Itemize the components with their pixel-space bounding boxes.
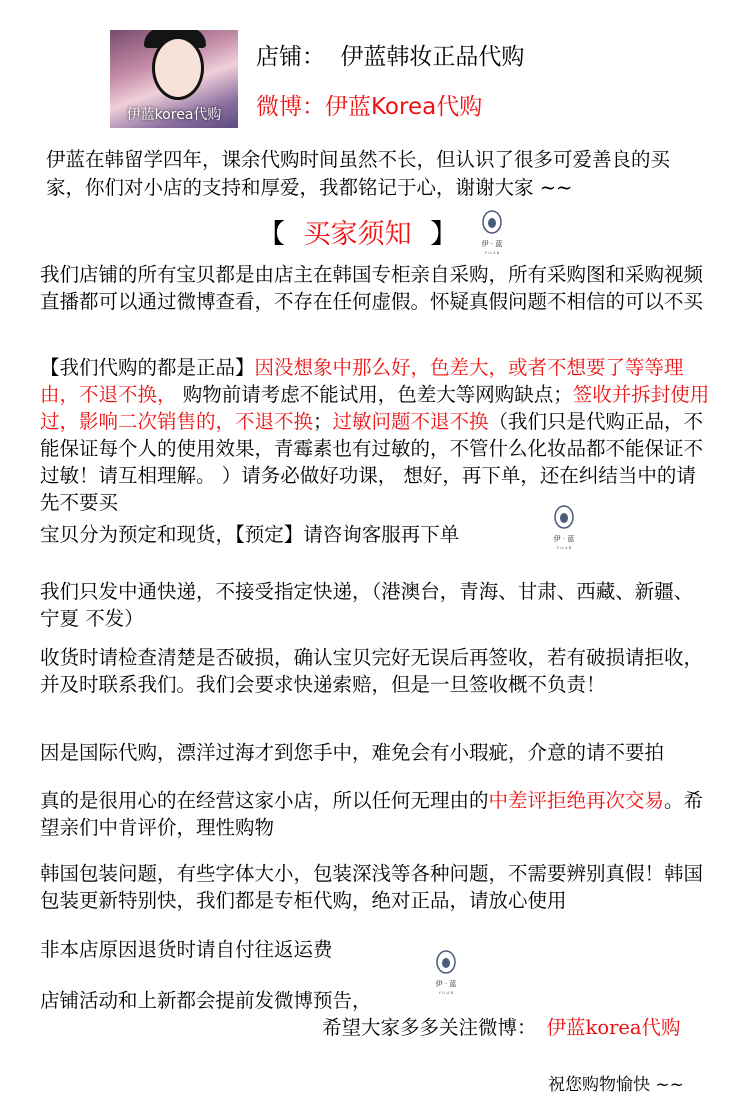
paragraph-authentic-policy — [40, 354, 710, 516]
paragraph-weibo-announcement: 店铺活动和上新都会提前发微博预告， — [40, 989, 372, 1012]
p2-no-return-reason: 因没想象中那么好，色差大，或者不想要了等等理由，不退不换， — [40, 356, 684, 406]
follow-line — [322, 1012, 681, 1040]
svg-text:Y I L A N: Y I L A N — [438, 991, 454, 995]
weibo-line — [256, 88, 482, 121]
weibo-name: 伊蓝Korea代购 — [325, 94, 483, 120]
shop-avatar — [110, 30, 238, 128]
svg-text:伊 · 蓝: 伊 · 蓝 — [553, 535, 575, 543]
p2-semicolon: ； — [313, 410, 333, 433]
shop-line — [256, 38, 524, 71]
paragraph-return-shipping: 非本店原因退货时请自付往返运费 — [40, 938, 333, 961]
paragraph-preorder: 宝贝分为预定和现货，【预定】请咨询客服再下单 — [40, 523, 460, 546]
shop-label: 店铺： — [256, 44, 325, 70]
yilan-logo-icon — [474, 210, 510, 256]
p7-intro: 真的是很用心的在经营这家小店，所以任何无理由的 — [40, 789, 489, 812]
paragraph-inspection: 收货时请检查清楚是否破损，确认宝贝完好无误后再签收，若有破损请拒收，并及时联系我们。我们会要求快递索赔，但是一旦签收概不负责！ — [40, 646, 704, 696]
svg-text:Y I L A N: Y I L A N — [556, 546, 572, 550]
p2-authentic-label: 【我们代购的都是正品】 — [40, 356, 255, 379]
paragraph-shipping: 我们只发中通快递，不接受指定快递，（港澳台，青海、甘肃、西藏、新疆、宁夏 不发） — [40, 580, 694, 630]
avatar-face — [152, 36, 204, 100]
p7-bad-review-warning: 中差评拒绝再次交易 — [488, 789, 665, 812]
follow-weibo-name: 伊蓝korea代购 — [546, 1016, 681, 1039]
yilan-logo-icon — [428, 950, 464, 996]
notice-title-text: 买家须知 — [303, 219, 412, 250]
bracket-right: 】 — [430, 219, 458, 250]
notice-title — [258, 212, 457, 251]
avatar-caption: 伊蓝korea代购 — [126, 107, 222, 123]
p7-closing: 。希望亲们中肯评价，理性购物 — [40, 789, 704, 839]
follow-label: 希望大家多多关注微博： — [322, 1016, 537, 1039]
p2-allergy-no-return: 过敏问题不退不换 — [332, 410, 489, 433]
paragraph-review-policy — [40, 787, 710, 841]
svg-text:伊 · 蓝: 伊 · 蓝 — [481, 240, 503, 248]
svg-text:Y I L A N: Y I L A N — [484, 251, 500, 255]
intro-text: 伊蓝在韩留学四年，课余代购时间虽然不长，但认识了很多可爱善良的买家，你们对小店的支持和厚爱，我都铭记于心，谢谢大家 ~~ — [46, 148, 671, 199]
yilan-logo-icon — [546, 505, 582, 551]
p2-opened-no-return: 签收并拆封使用过，影响二次销售的，不退不换 — [40, 383, 710, 433]
paragraph-international: 因是国际代购，漂洋过海才到您手中，难免会有小瑕疵，介意的请不要拍 — [40, 741, 665, 764]
p2-online-shopping-note: 购物前请考虑不能试用，色差大等网购缺点； — [176, 383, 573, 406]
svg-text:伊 · 蓝: 伊 · 蓝 — [435, 980, 457, 988]
paragraph-packaging: 韩国包装问题，有些字体大小，包装深浅等各种问题，不需要辨别真假！韩国包装更新特别快，我们都是专柜代购，绝对正品，请放心使用 — [40, 862, 704, 912]
paragraph-store-procurement: 我们店铺的所有宝贝都是由店主在韩国专柜亲自采购，所有采购图和采购视频直播都可以通过微博查看，不存在任何虚假。怀疑真假问题不相信的可以不买 — [40, 263, 704, 313]
weibo-label: 微博： — [256, 94, 325, 120]
p2-allergy-explanation: （我们只是代购正品，不能保证每个人的使用效果，青霉素也有过敏的，不管什么化妆品都不能保证不过敏！请互相理解。 ）请务必做好功课， 想好，再下单，还在纠结当中的请先不要买 — [40, 410, 704, 514]
closing-text: 祝您购物愉快 ~~ — [548, 1075, 684, 1095]
bracket-left: 【 — [258, 219, 285, 250]
shop-name: 伊蓝韩妆正品代购 — [340, 44, 525, 70]
